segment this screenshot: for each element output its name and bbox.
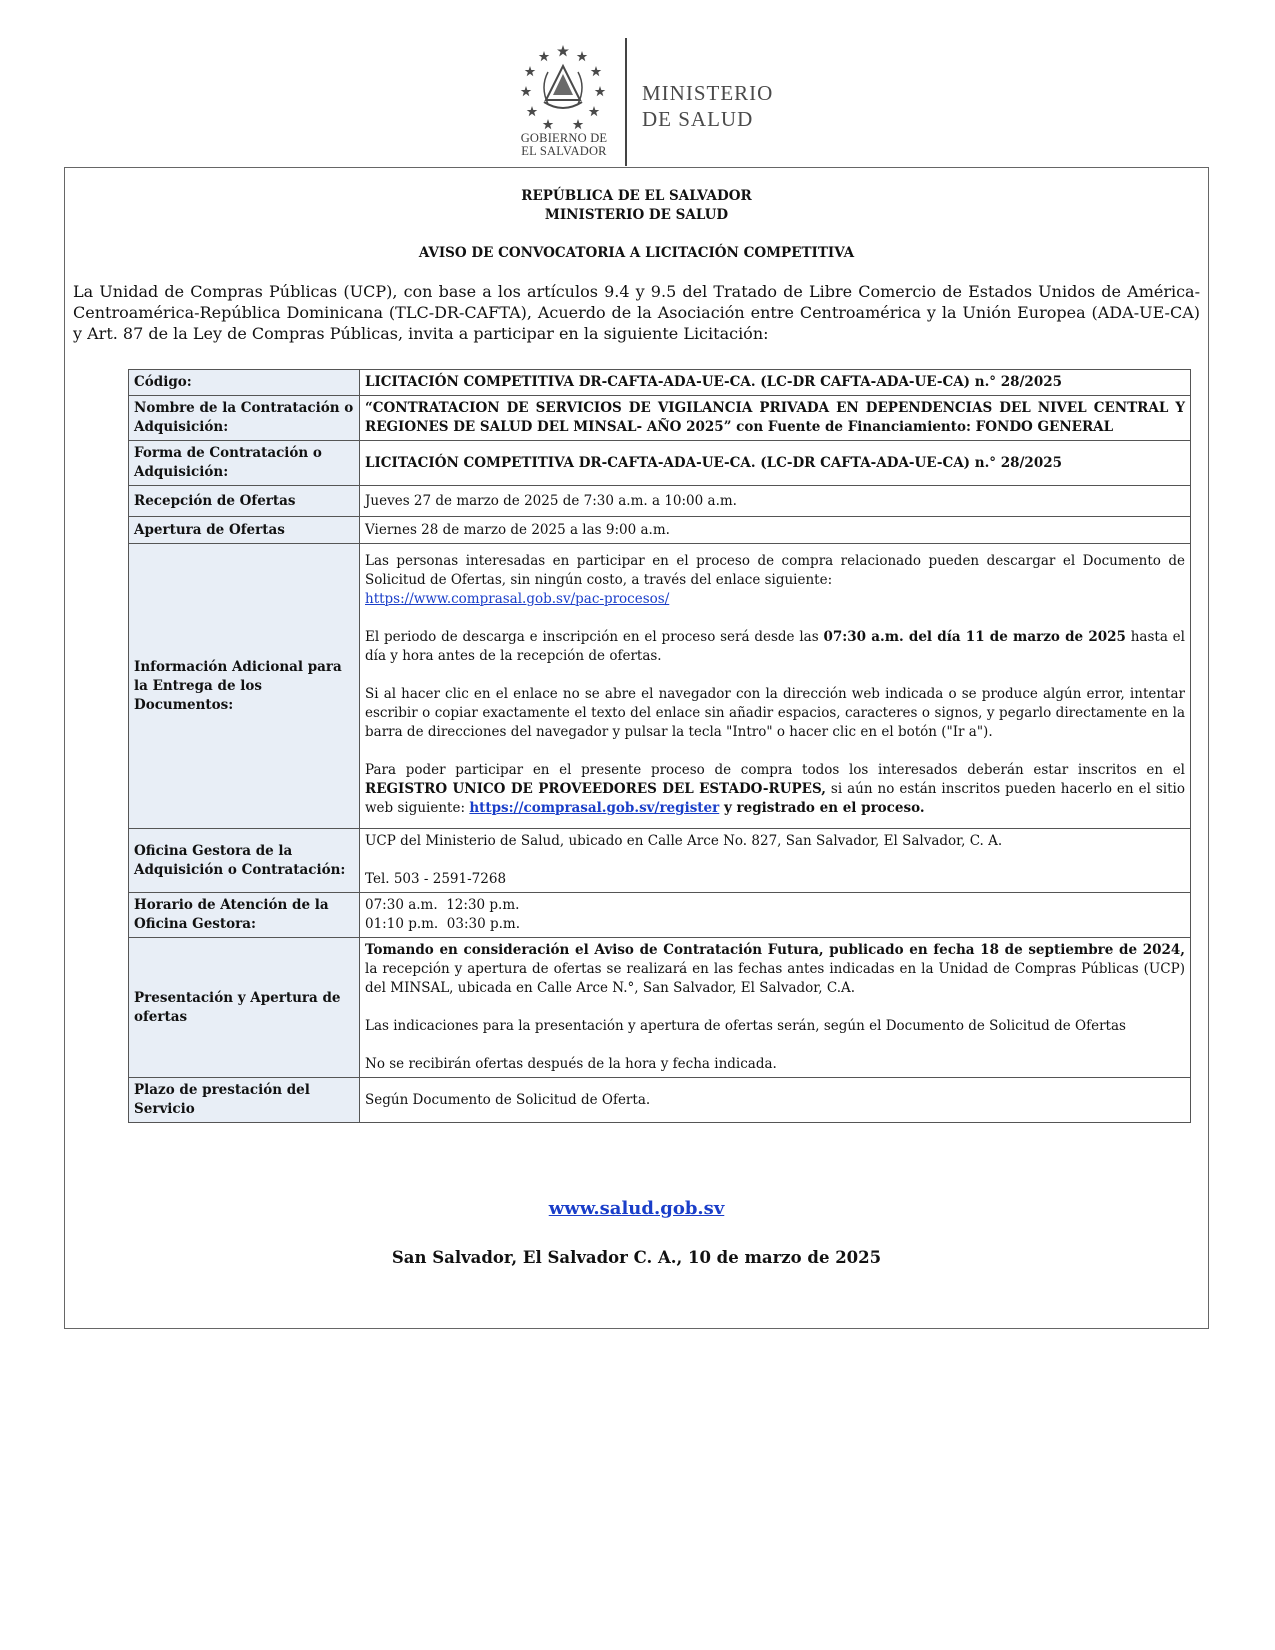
ministry-title: MINISTERIO DE SALUD (544, 207, 729, 223)
tender-info-table (128, 369, 1191, 1123)
label-nombre: Nombre de la Contratación o Adquisición: (129, 396, 360, 441)
label-plazo: Plazo de prestación del Servicio (129, 1078, 360, 1123)
info-p2-date: 07:30 a.m. del día 11 de marzo de 2025 (823, 629, 1126, 645)
row-presentacion (129, 938, 1191, 1078)
place-date: San Salvador, El Salvador C. A., 10 de marzo de 2025 (391, 1248, 882, 1267)
row-apertura (129, 517, 1191, 544)
website-footer (65, 1198, 1208, 1219)
value-forma: LICITACIÓN COMPETITIVA DR-CAFTA-ADA-UE-CA. (LC-DR CAFTA-ADA-UE-CA) n.° 28/2025 (360, 441, 1191, 486)
republic-title: REPÚBLICA DE EL SALVADOR (521, 188, 752, 204)
label-horario: Horario de Atención de la Oficina Gestora: (129, 893, 360, 938)
value-nombre: “CONTRATACION DE SERVICIOS DE VIGILANCIA PRIVADA EN DEPENDENCIAS DEL NIVEL CENTRAL Y REGIONES DE SALUD DEL MINSAL- AÑO 2025” con Fuente de Financiamiento: FONDO GENERAL (360, 396, 1191, 441)
oficina-address: UCP del Ministerio de Salud, ubicado en Calle Arce No. 827, San Salvador, El Salvador, C. A. (365, 833, 1003, 849)
government-logo-text (506, 132, 622, 158)
row-oficina (129, 829, 1191, 893)
label-info-adicional: Información Adicional para la Entrega de los Documentos: (129, 544, 360, 829)
presentacion-paragraph-2: Las indicaciones para la presentación y apertura de ofertas serán, según el Documento de Solicitud de Ofertas (365, 1018, 1126, 1034)
label-apertura: Apertura de Ofertas (129, 517, 360, 544)
info-p2-c: hasta el día y hora antes de la recepción de ofertas. (365, 629, 1185, 664)
oficina-phone: Tel. 503 - 2591-7268 (365, 871, 507, 887)
value-recepcion: Jueves 27 de marzo de 2025 de 7:30 a.m. a 10:00 a.m. (360, 486, 1191, 517)
row-nombre (129, 396, 1191, 441)
notice-frame (64, 167, 1209, 1329)
label-presentacion: Presentación y Apertura de ofertas (129, 938, 360, 1078)
row-plazo (129, 1078, 1191, 1123)
horario-line-2: 01:10 p.m. 03:30 p.m. (365, 916, 521, 932)
intro-paragraph: La Unidad de Compras Públicas (UCP), con base a los artículos 9.4 y 9.5 del Tratado de Libre Comercio de Estados Unidos de América-Centroamérica-República Dominicana (TLC-DR-CAFTA), Acuerdo de la Asociación entre Centroamérica y la Unión Europea (ADA-UE-CA) y Art. 87 de la Ley de Compras Públicas, invita a participar en la siguiente Licitación: (73, 282, 1200, 343)
ministry-logo-text (642, 80, 773, 132)
value-horario (360, 893, 1191, 938)
label-codigo: Código: (129, 370, 360, 396)
horario-line-1: 07:30 a.m. 12:30 p.m. (365, 897, 520, 913)
info-p4-rupes: REGISTRO UNICO DE PROVEEDORES DEL ESTADO-RUPES, (365, 781, 826, 797)
info-paragraph-3: Si al hacer clic en el enlace no se abre el navegador con la dirección web indicada o se produce algún error, intentar escribir o copiar exactamente el texto del enlace sin añadir espacios, caracteres o signos, y pegarlo directamente en la barra de direcciones del navegador y pulsar la tecla "Intro" o hacer clic en el botón ("Ir a"). (365, 686, 1185, 740)
value-plazo: Según Documento de Solicitud de Oferta. (360, 1078, 1191, 1123)
pac-procesos-link[interactable]: https://www.comprasal.gob.sv/pac-procesos/ (365, 591, 670, 607)
value-info-adicional (360, 544, 1191, 829)
gov-line-1: GOBIERNO DE (520, 131, 608, 145)
row-forma (129, 441, 1191, 486)
national-seal-icon (518, 42, 608, 132)
presentacion-paragraph-1 (365, 941, 1185, 998)
logo-divider (625, 38, 627, 166)
label-oficina: Oficina Gestora de la Adquisición o Contratación: (129, 829, 360, 893)
presentacion-p1-bold: Tomando en consideración el Aviso de Contratación Futura, publicado en fecha 18 de septiembre de 2024, (365, 942, 1185, 958)
presentacion-p1-rest: la recepción y apertura de ofertas se realizará en las fechas antes indicadas en la Unidad de Compras Públicas (UCP) del MINSAL, ubicada en Calle Arce N.°, San Salvador, El Salvador, C.A. (365, 961, 1185, 996)
info-paragraph-1 (365, 552, 1185, 609)
gov-line-2: EL SALVADOR (521, 144, 607, 158)
row-recepcion (129, 486, 1191, 517)
document-header (0, 0, 1275, 170)
info-p2-a: El periodo de descarga e inscripción en el proceso será desde las (365, 629, 824, 645)
ministry-line-1: MINISTERIO (642, 81, 774, 105)
info-p4-d: y registrado en el proceso. (719, 800, 925, 816)
value-apertura: Viernes 28 de marzo de 2025 a las 9:00 a.m. (360, 517, 1191, 544)
register-link[interactable]: https://comprasal.gob.sv/register (469, 800, 720, 816)
info-p1-text: Las personas interesadas en participar en el proceso de compra relacionado pueden descargar el Documento de Solicitud de Ofertas, sin ningún costo, a través del enlace siguiente: (365, 553, 1185, 588)
row-horario (129, 893, 1191, 938)
value-presentacion (360, 938, 1191, 1078)
value-codigo: LICITACIÓN COMPETITIVA DR-CAFTA-ADA-UE-CA. (LC-DR CAFTA-ADA-UE-CA) n.° 28/2025 (360, 370, 1191, 396)
label-forma: Forma de Contratación o Adquisición: (129, 441, 360, 486)
presentacion-paragraph-3: No se recibirán ofertas después de la hora y fecha indicada. (365, 1056, 777, 1072)
row-info-adicional (129, 544, 1191, 829)
notice-title: AVISO DE CONVOCATORIA A LICITACIÓN COMPETITIVA (418, 245, 855, 261)
info-p4-c: si aún no están inscritos pueden hacerlo en el sitio web siguiente: (365, 781, 1185, 816)
info-paragraph-2 (365, 628, 1185, 666)
value-oficina (360, 829, 1191, 893)
row-codigo (129, 370, 1191, 396)
info-paragraph-4 (365, 761, 1185, 818)
label-recepcion: Recepción de Ofertas (129, 486, 360, 517)
info-p4-a: Para poder participar en el presente proceso de compra todos los interesados deberán estar inscritos en el (365, 762, 1185, 778)
ministry-line-2: DE SALUD (642, 107, 754, 131)
website-link[interactable]: www.salud.gob.sv (548, 1198, 725, 1219)
